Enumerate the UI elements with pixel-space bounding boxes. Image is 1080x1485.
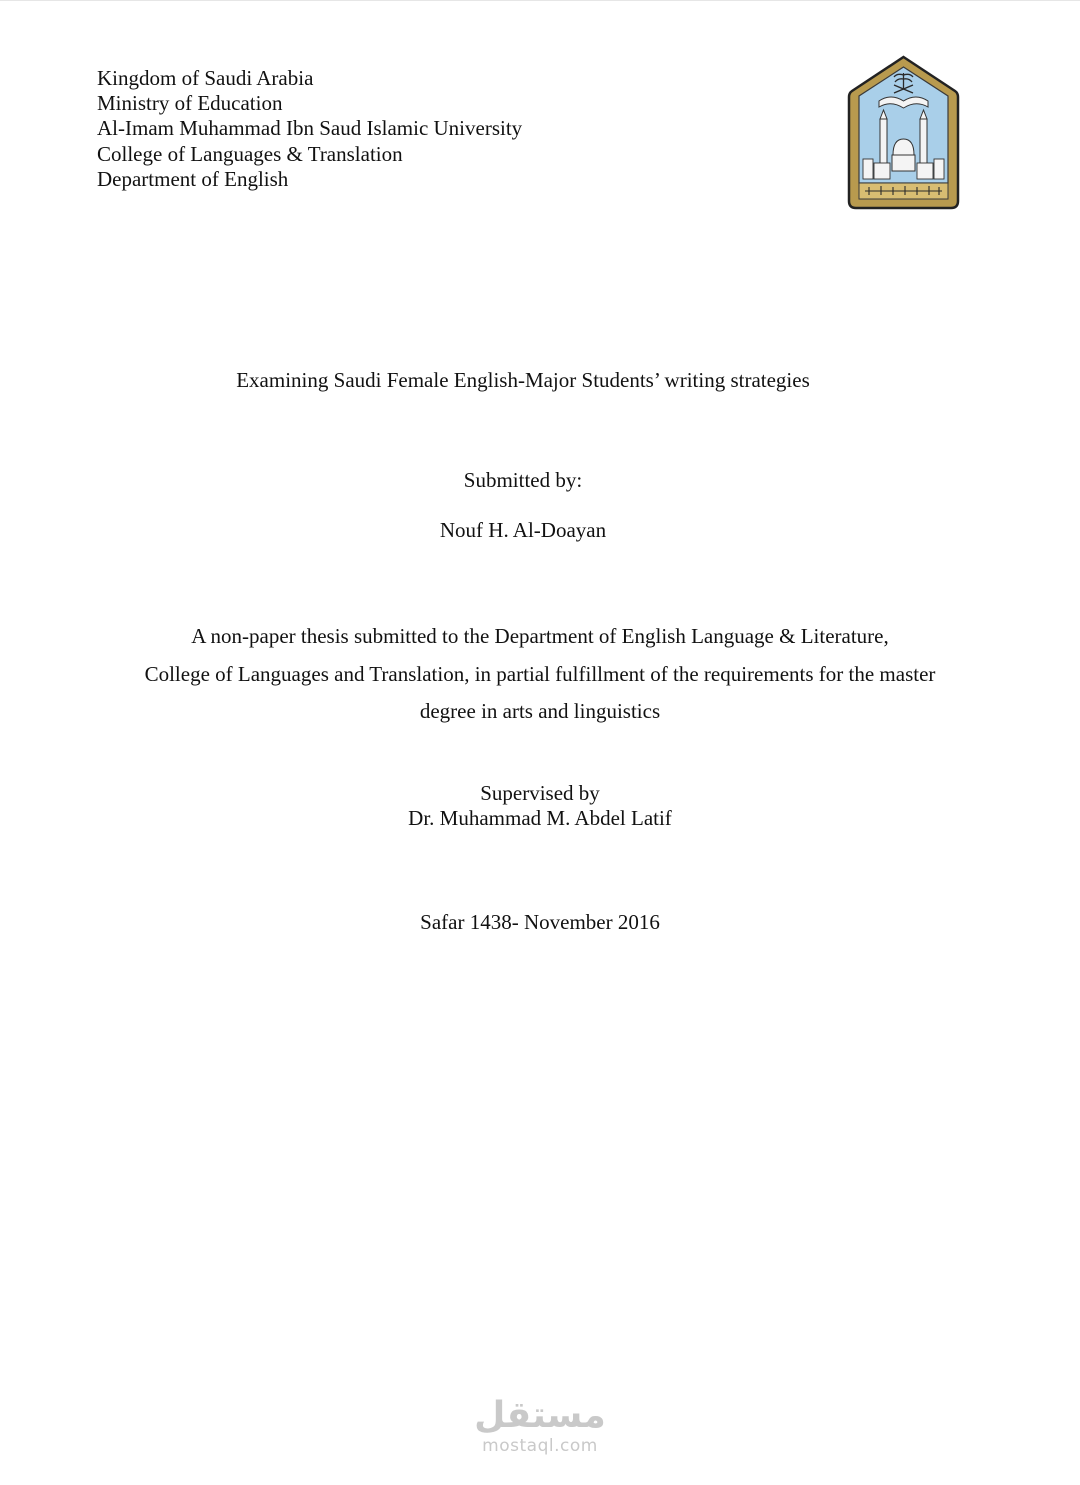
supervisor-block xyxy=(0,781,1080,831)
watermark-arabic: مستقل xyxy=(474,1395,606,1436)
header-line-ministry: Ministry of Education xyxy=(97,91,283,116)
submitted-by-label: Submitted by: xyxy=(463,468,583,492)
page-top-edge xyxy=(0,0,1080,1)
thesis-title: Examining Saudi Female English-Major Students’ writing strategies xyxy=(236,368,810,392)
supervisor-name: Dr. Muhammad M. Abdel Latif xyxy=(408,806,672,830)
university-seal-icon xyxy=(847,55,960,211)
thesis-description xyxy=(0,618,1080,731)
watermark-latin: mostaql.com xyxy=(482,1436,598,1456)
description-line-3: degree in arts and linguistics xyxy=(419,699,661,723)
description-line-2: College of Languages and Translation, in partial fulfillment of the requirements for the master xyxy=(144,661,936,686)
supervised-by-label: Supervised by xyxy=(480,781,600,805)
mostaql-watermark xyxy=(460,1395,620,1460)
header-line-college: College of Languages & Translation xyxy=(97,141,403,166)
header-line-kingdom: Kingdom of Saudi Arabia xyxy=(97,66,314,90)
submission-date: Safar 1438- November 2016 xyxy=(420,910,660,934)
description-line-1: A non-paper thesis submitted to the Department of English Language & Literature, xyxy=(191,624,889,648)
header-line-department: Department of English xyxy=(97,166,289,191)
author-name: Nouf H. Al-Doayan xyxy=(439,518,607,542)
header-line-university: Al-Imam Muhammad Ibn Saud Islamic University xyxy=(97,116,523,141)
institution-header xyxy=(97,66,522,192)
